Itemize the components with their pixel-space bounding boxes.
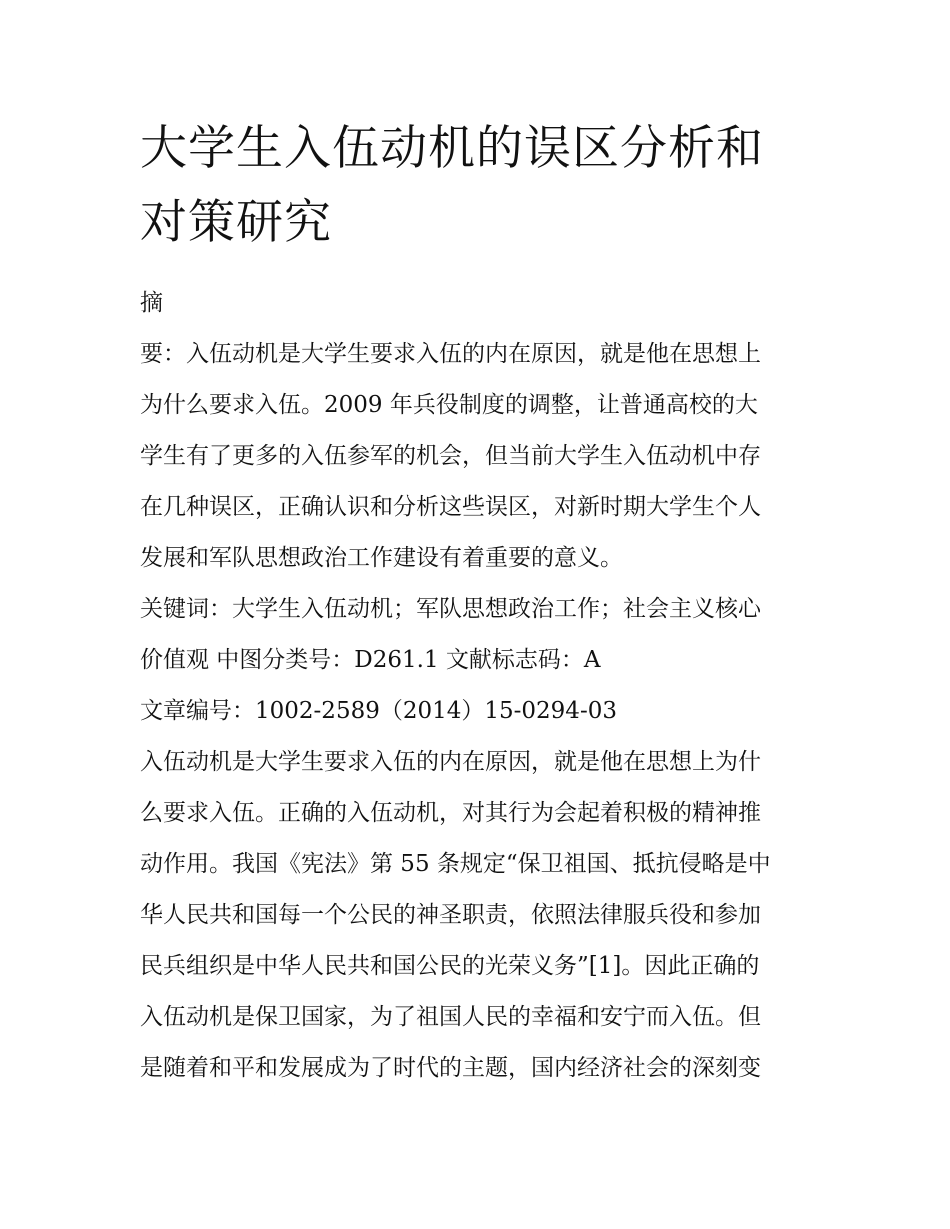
abstract-line: 学生有了更多的入伍参军的机会，但当前大学生入伍动机中存 xyxy=(140,443,761,469)
article-number-section xyxy=(140,686,816,737)
paragraph-line: 入伍动机是保卫国家，为了祖国人民的幸福和安宁而入伍。但 xyxy=(140,1004,761,1030)
paragraph-line: 么要求入伍。正确的入伍动机，对其行为会起着积极的精神推 xyxy=(140,800,761,826)
abstract-line: 发展和军队思想政治工作建设有着重要的意义。 xyxy=(140,545,623,571)
keywords-line: 关键词：大学生入伍动机；军队思想政治工作；社会主义核心 xyxy=(140,596,761,622)
body-paragraph xyxy=(140,737,816,1094)
abstract-line: 要：入伍动机是大学生要求入伍的内在原因，就是他在思想上 xyxy=(140,341,761,367)
paragraph-line: 华人民共和国每一个公民的神圣职责，依照法律服兵役和参加 xyxy=(140,902,761,928)
title-line: 对策研究 xyxy=(140,195,332,250)
document-page xyxy=(140,112,816,1094)
document-title xyxy=(140,112,816,260)
title-line: 大学生入伍动机的误区分析和 xyxy=(140,121,764,176)
paragraph-line: 入伍动机是大学生要求入伍的内在原因，就是他在思想上为什 xyxy=(140,749,761,775)
abstract-line: 在几种误区，正确认识和分析这些误区，对新时期大学生个人 xyxy=(140,494,761,520)
keywords-line: 价值观 中图分类号：D261.1 文献标志码：A xyxy=(140,647,601,673)
article-number: 文章编号：1002-2589（2014）15-0294-03 xyxy=(140,698,617,724)
abstract-label: 摘 xyxy=(140,290,163,316)
paragraph-line: 民兵组织是中华人民共和国公民的光荣义务”[1]。因此正确的 xyxy=(140,953,760,979)
abstract-section xyxy=(140,278,816,584)
keywords-section xyxy=(140,584,816,686)
abstract-line: 为什么要求入伍。2009 年兵役制度的调整，让普通高校的大 xyxy=(140,392,758,418)
paragraph-line: 是随着和平和发展成为了时代的主题，国内经济社会的深刻变 xyxy=(140,1055,761,1081)
paragraph-line: 动作用。我国《宪法》第 55 条规定“保卫祖国、抵抗侵略是中 xyxy=(140,851,771,877)
